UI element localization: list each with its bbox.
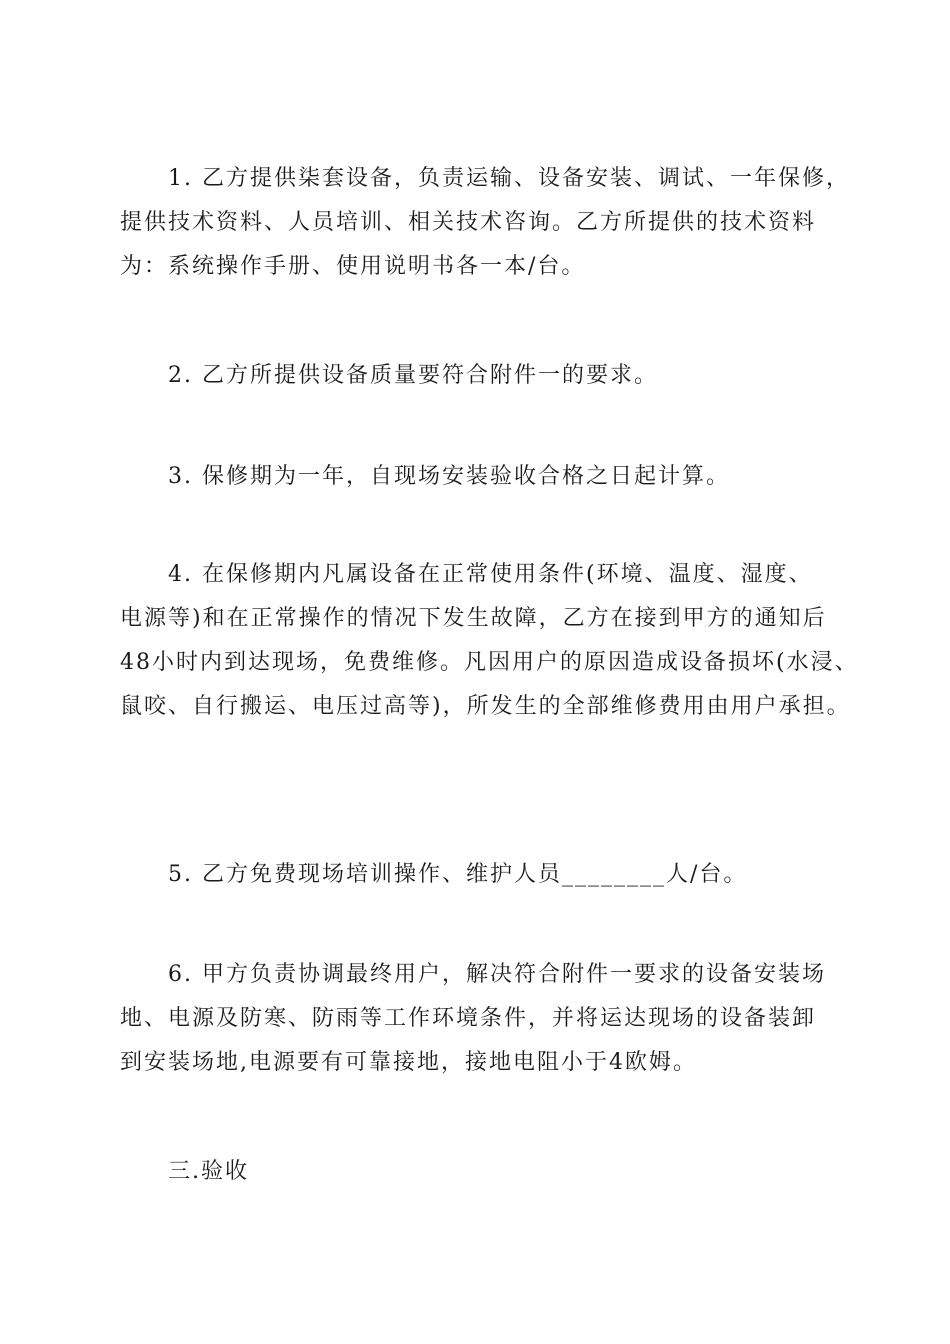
- section-heading-acceptance: [120, 1150, 860, 1194]
- clause-4-line-3: 48小时内到达现场，免费维修。凡因用户的原因造成设备损坏(水浸、: [120, 650, 859, 675]
- clause-3-paragraph: [120, 455, 860, 499]
- clause-4-line-4: 鼠咬、自行搬运、电压过高等)，所发生的全部维修费用由用户承担。: [120, 694, 851, 719]
- clause-2-paragraph: [120, 354, 860, 398]
- clause-3-line-1: 3. 保修期为一年，自现场安装验收合格之日起计算。: [168, 464, 730, 489]
- clause-6-line-3: 到安装场地,电源要有可靠接地，接地电阻小于4欧姆。: [120, 1050, 697, 1075]
- clause-1-line-1: 1. 乙方提供柒套设备，负责运输、设备安装、调试、一年保修，: [168, 166, 850, 191]
- clause-4-line-1: 4. 在保修期内凡属设备在正常使用条件(环境、温度、湿度、: [168, 562, 813, 587]
- clause-6-line-1: 6. 甲方负责协调最终用户，解决符合附件一要求的设备安装场: [168, 962, 826, 987]
- clause-1-line-3: 为：系统操作手册、使用说明书各一本/台。: [120, 254, 586, 279]
- clause-2-line-1: 2. 乙方所提供设备质量要符合附件一的要求。: [168, 363, 658, 388]
- clause-6-paragraph: [120, 953, 860, 1085]
- clause-4-paragraph: [120, 553, 860, 729]
- clause-5-line-1: 5. 乙方免费现场培训操作、维护人员________人/台。: [168, 862, 748, 887]
- section-heading-text: 三.验收: [168, 1159, 249, 1184]
- clause-1-paragraph: [120, 157, 860, 289]
- clause-1-line-2: 提供技术资料、人员培训、相关技术咨询。乙方所提供的技术资料: [120, 210, 817, 235]
- clause-6-line-2: 地、电源及防寒、防雨等工作环境条件，并将运达现场的设备装卸: [120, 1006, 817, 1031]
- clause-4-line-2: 电源等)和在正常操作的情况下发生故障，乙方在接到甲方的通知后: [120, 606, 827, 631]
- clause-5-paragraph: [120, 853, 860, 897]
